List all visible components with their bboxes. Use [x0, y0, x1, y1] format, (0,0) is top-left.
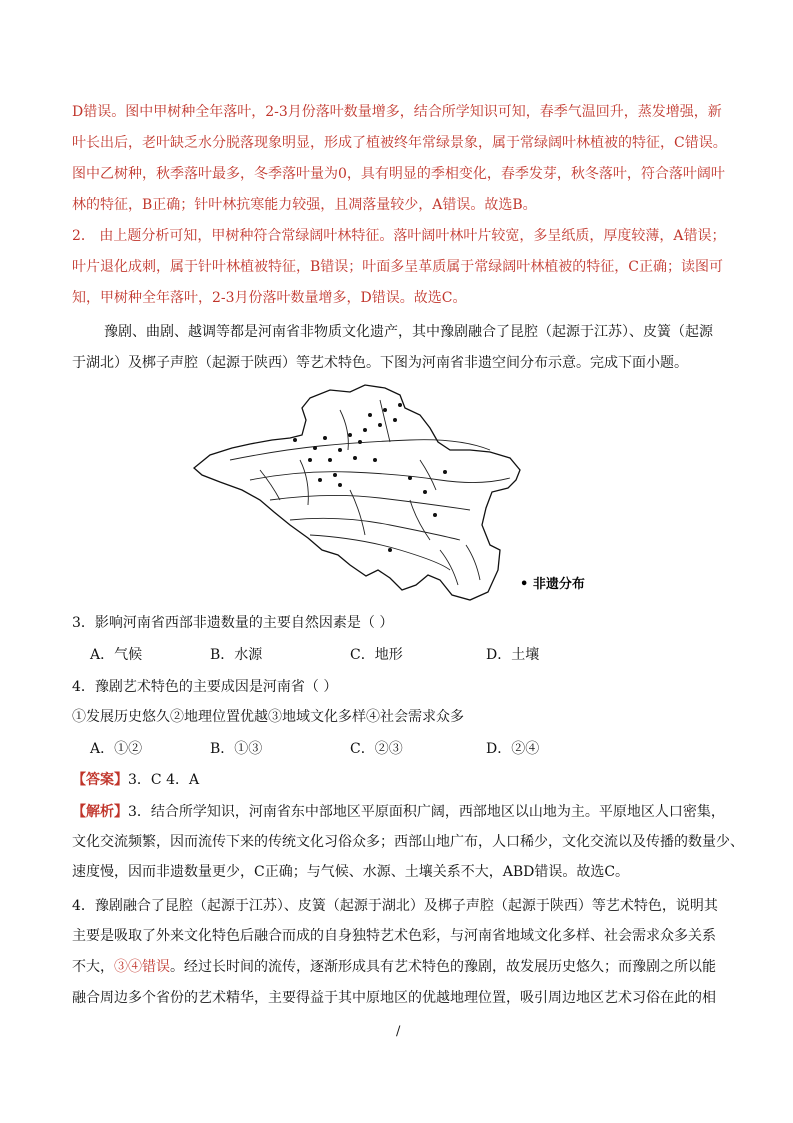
intro-line: 于湖北）及梆子声腔（起源于陕西）等艺术特色。下图为河南省非遗空间分布示意。完成下面小题。 — [72, 355, 688, 371]
river-network — [230, 400, 510, 585]
answer-line — [72, 770, 199, 790]
option-d: D．②④ — [486, 741, 540, 757]
option-a: A．气候 — [90, 647, 143, 663]
text-line: 叶片退化成刺，属于针叶林植被特征，B错误；叶面多呈革质属于常绿阔叶林植被的特征，C正确；读图可 — [72, 259, 723, 275]
analysis-text: 3．结合所学知识，河南省东中部地区平原面积广阔，西部地区以山地为主。平原地区人口密集， — [128, 804, 725, 820]
page-number: / — [396, 1024, 401, 1039]
option-b: B．水源 — [210, 647, 263, 663]
intro-line: 豫剧、曲剧、越调等都是河南省非物质文化遗产，其中豫剧融合了昆腔（起源于江苏）、皮簧（起源 — [104, 324, 713, 340]
analysis-line: 速度慢，因而非遗数量更少，C正确；与气候、水源、土壤关系不大，ABD错误。故选C。 — [72, 864, 630, 880]
text-line: 知，甲树种全年落叶，2-3月份落叶数量增多，D错误。故选C。 — [72, 290, 467, 306]
question-3: 3．影响河南省西部非遗数量的主要自然因素是（ ） — [72, 615, 394, 631]
text-line: 叶长出后，老叶缺乏水分脱落现象明显，形成了植被终年常绿景象，属于常绿阔叶林植被的特征，C错误。 — [72, 135, 727, 151]
henan-heritage-map — [190, 380, 610, 605]
analysis-line: 主要是吸取了外来文化特色后融合而成的自身独特艺术色彩，与河南省地域文化多样、社会需求众多关系 — [72, 928, 716, 944]
option-a: A．①② — [90, 741, 143, 757]
option-b: B．①③ — [210, 741, 263, 757]
analysis-line: 文化交流频繁，因而流传下来的传统文化习俗众多；西部山地广布，人口稀少，文化交流以及传播的数量少、 — [72, 834, 744, 850]
answer-text: 3．C 4．A — [128, 772, 200, 788]
text-line: 2． 由上题分析可知，甲树种符合常绿阔叶林特征。落叶阔叶林叶片较宽，多呈纸质，厚度较薄，A错误； — [72, 228, 726, 244]
option-c: C．②③ — [350, 741, 403, 757]
map-legend: • 非遗分布 — [520, 577, 585, 592]
province-outline — [194, 385, 520, 600]
option-d: D．土壤 — [486, 647, 540, 663]
text-line: D错误。图中甲树种全年落叶，2-3月份落叶数量增多，结合所学知识可知，春季气温回升，蒸发增强，新 — [72, 104, 722, 120]
analysis-line — [72, 802, 725, 822]
inline-highlight: ③④错误 — [114, 959, 170, 975]
analysis-line: 4．豫剧融合了昆腔（起源于江苏）、皮簧（起源于湖北）及梆子声腔（起源于陕西）等艺术特色，说明其 — [72, 898, 718, 914]
analysis-line: 不大，③④错误。经过长时间的流传，逐渐形成具有艺术特色的豫剧，故发展历史悠久；而豫剧之所以能 — [72, 959, 716, 975]
analysis-line: 融合周边多个省份的艺术精华，主要得益于其中原地区的优越地理位置，吸引周边地区艺术习俗在此的相 — [72, 990, 716, 1006]
analysis-tag: 【解析】 — [72, 804, 128, 820]
text-line: 林的特征，B正确；针叶林抗寒能力较强，且凋落量较少，A错误。故选B。 — [72, 197, 537, 213]
answer-tag: 【答案】 — [72, 772, 128, 788]
option-c: C．地形 — [350, 647, 403, 663]
question-4-choices: ①发展历史悠久②地理位置优越③地域文化多样④社会需求众多 — [72, 709, 464, 725]
text-line: 图中乙树种，秋季落叶最多，冬季落叶量为0，具有明显的季相变化，春季发芽，秋冬落叶，符合落叶阔叶 — [72, 166, 725, 182]
question-4: 4．豫剧艺术特色的主要成因是河南省（ ） — [72, 679, 338, 695]
